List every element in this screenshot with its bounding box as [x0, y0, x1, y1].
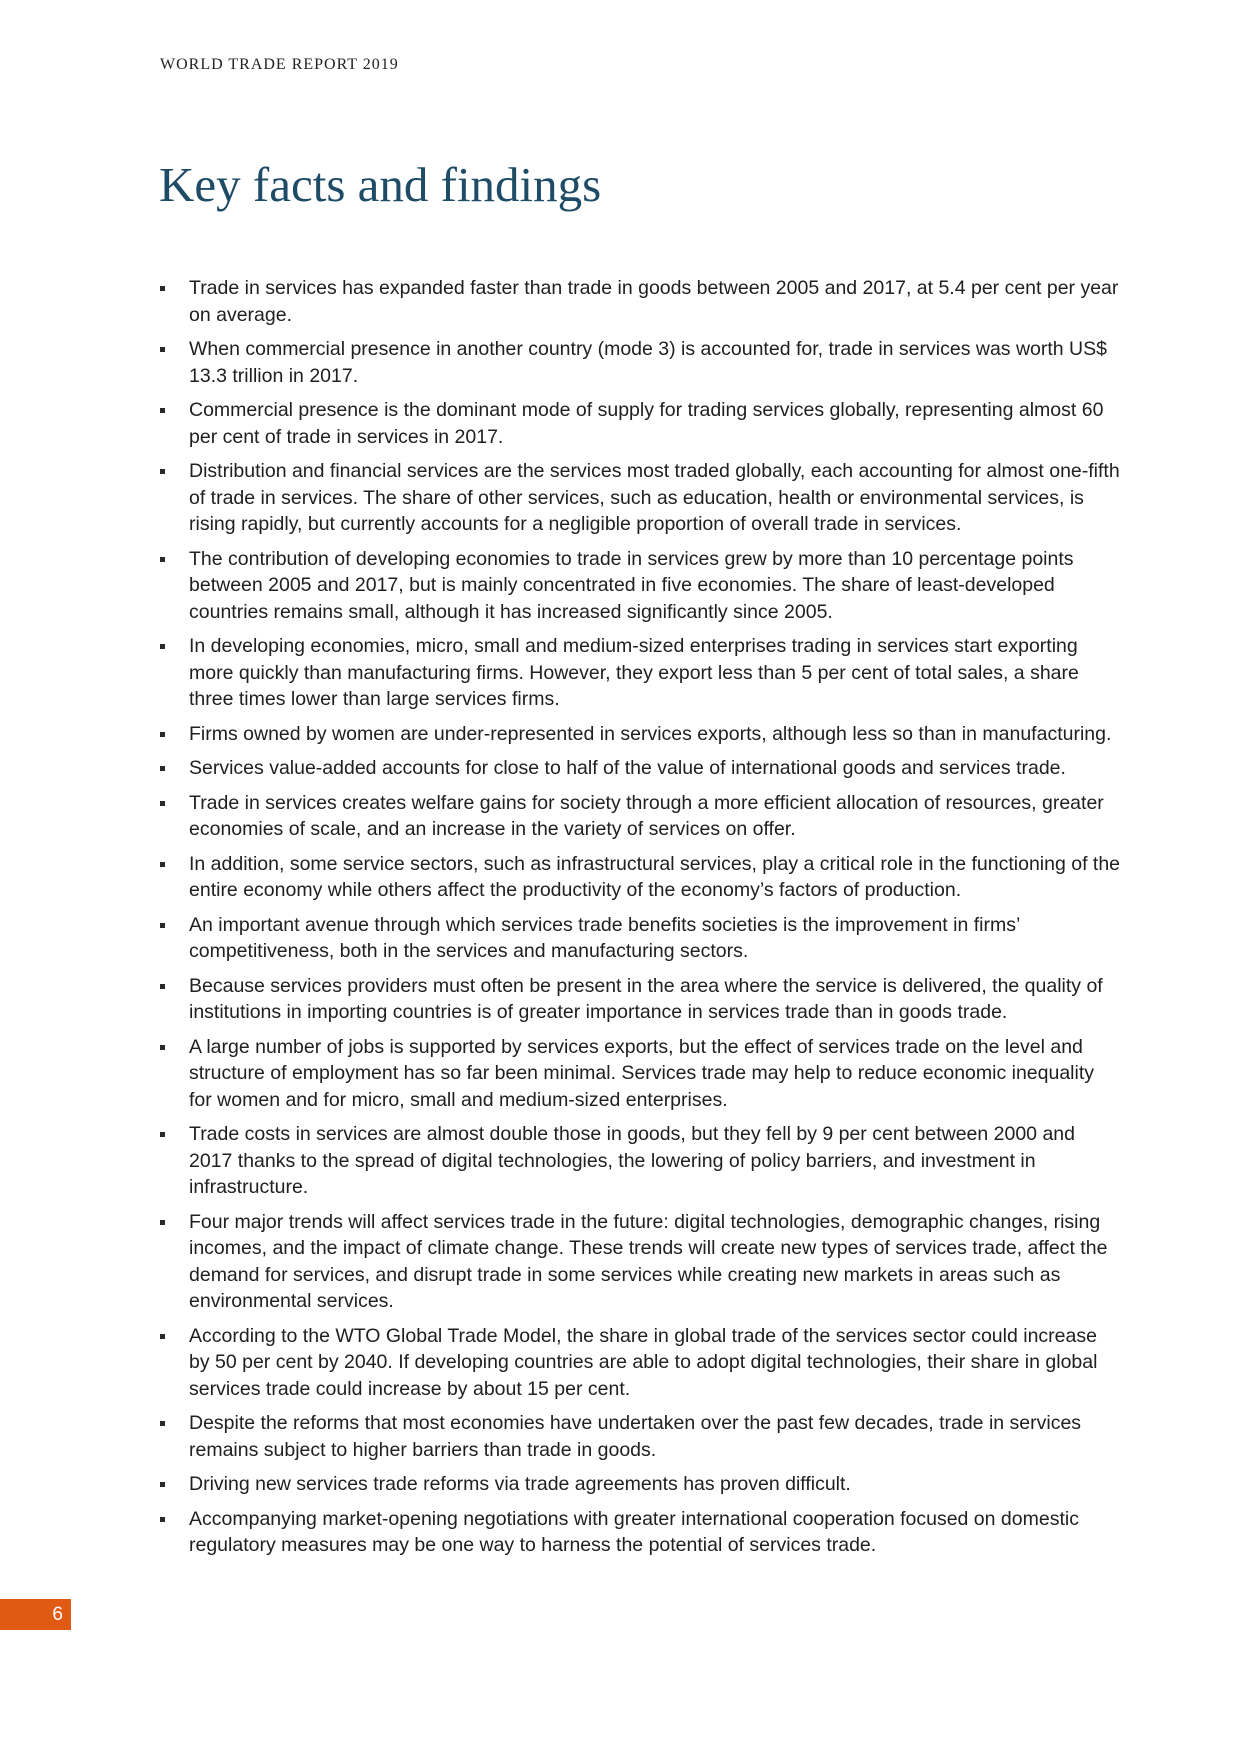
finding-item [160, 546, 1120, 626]
finding-item [160, 973, 1120, 1026]
finding-text: When commercial presence in another country (mode 3) is accounted for, trade in services was worth US$ 13.3 trillion in 2017. [189, 338, 1107, 387]
finding-text: The contribution of developing economies to trade in services grew by more than 10 percentage points between 2005 and 2017, but is mainly concentrated in five economies. The share of least-developed countries remains small, although it has increased significantly since 2005. [189, 547, 1074, 623]
finding-item [160, 458, 1120, 538]
finding-item [160, 721, 1120, 748]
finding-text: Firms owned by women are under-represented in services exports, although less so than in manufacturing. [189, 722, 1112, 745]
bullet-icon [160, 1045, 165, 1050]
bullet-icon [160, 923, 165, 928]
finding-item [160, 1034, 1120, 1114]
finding-item [160, 336, 1120, 389]
finding-item [160, 1506, 1120, 1559]
finding-text: Services value-added accounts for close to half of the value of international goods and services trade. [189, 757, 1066, 779]
page-title: Key facts and findings [159, 157, 602, 212]
finding-text: Despite the reforms that most economies have undertaken over the past few decades, trade in services remains subject to higher barriers than trade in goods. [189, 1412, 1082, 1461]
bullet-icon [160, 801, 165, 806]
finding-text: Trade costs in services are almost double those in goods, but they fell by 9 per cent between 2000 and 2017 thanks to the spread of digital technologies, the lowering of policy barriers, and investment in infrastructure. [189, 1123, 1075, 1198]
finding-item [160, 633, 1120, 713]
finding-text: Trade in services creates welfare gains for society through a more efficient allocation of resources, greater economies of scale, and an increase in the variety of services on offer. [189, 791, 1104, 840]
finding-text: Trade in services has expanded faster than trade in goods between 2005 and 2017, at 5.4 per cent per year on average. [189, 277, 1119, 326]
finding-text: According to the WTO Global Trade Model, the share in global trade of the services sector could increase by 50 per cent by 2040. If developing countries are able to adopt digital technologies, their share in global services trade could increase by about 15 per cent. [189, 1324, 1098, 1400]
bullet-icon [160, 408, 165, 413]
running-header: WORLD TRADE REPORT 2019 [160, 56, 399, 73]
finding-item [160, 755, 1120, 782]
finding-text: Commercial presence is the dominant mode of supply for trading services globally, representing almost 60 per cent of trade in services in 2017. [189, 399, 1104, 448]
finding-item [160, 1323, 1120, 1403]
bullet-icon [160, 644, 165, 649]
finding-item [160, 1121, 1120, 1201]
finding-item [160, 397, 1120, 450]
finding-text: A large number of jobs is supported by services exports, but the effect of services trade on the level and structure of employment has so far been minimal. Services trade may help to reduce economic inequality for women and for micro, small and medium-sized enterprises. [189, 1035, 1095, 1111]
bullet-icon [160, 286, 165, 291]
bullet-icon [160, 1421, 165, 1426]
finding-text: In addition, some service sectors, such as infrastructural services, play a critical role in the functioning of the entire economy while others affect the productivity of the economy’s factors of production. [189, 852, 1121, 901]
bullet-icon [160, 1517, 165, 1522]
finding-item [160, 1410, 1120, 1463]
finding-item [160, 851, 1120, 904]
page-number: 6 [0, 1599, 71, 1630]
finding-item [160, 1209, 1120, 1315]
bullet-icon [160, 557, 165, 562]
finding-text: Accompanying market-opening negotiations with greater international cooperation focused on domestic regulatory measures may be one way to harness the potential of services trade. [189, 1507, 1079, 1556]
finding-item [160, 790, 1120, 843]
finding-text: Because services providers must often be present in the area where the service is delivered, the quality of institutions in importing countries is of greater importance in services trade than in goods trade. [189, 974, 1103, 1023]
finding-text: An important avenue through which services trade benefits societies is the improvement in firms’ competitiveness, both in the services and manufacturing sectors. [189, 913, 1020, 962]
finding-item [160, 275, 1120, 328]
bullet-icon [160, 1482, 165, 1487]
bullet-icon [160, 1132, 165, 1137]
finding-text: In developing economies, micro, small and medium-sized enterprises trading in services start exporting more quickly than manufacturing firms. However, they export less than 5 per cent of total sales, a share three times lower than large services firms. [189, 635, 1079, 710]
bullet-icon [160, 1220, 165, 1225]
bullet-icon [160, 862, 165, 867]
finding-item [160, 912, 1120, 965]
bullet-icon [160, 1334, 165, 1339]
finding-text: Driving new services trade reforms via trade agreements has proven difficult. [189, 1473, 851, 1495]
finding-text: Four major trends will affect services trade in the future: digital technologies, demographic changes, rising incomes, and the impact of climate change. These trends will create new types of services trade, affect the demand for services, and disrupt trade in some services while creating new markets in areas such as environmental services. [189, 1210, 1108, 1312]
bullet-icon [160, 766, 165, 771]
finding-item [160, 1471, 1120, 1498]
bullet-icon [160, 469, 165, 474]
bullet-icon [160, 347, 165, 352]
finding-text: Distribution and financial services are the services most traded globally, each accounting for almost one-fifth of trade in services. The share of other services, such as education, health or environmental services, is rising rapidly, but currently accounts for a negligible proportion of overall trade in services. [189, 460, 1120, 535]
bullet-icon [160, 732, 165, 737]
findings-list [160, 275, 1120, 1567]
bullet-icon [160, 984, 165, 989]
